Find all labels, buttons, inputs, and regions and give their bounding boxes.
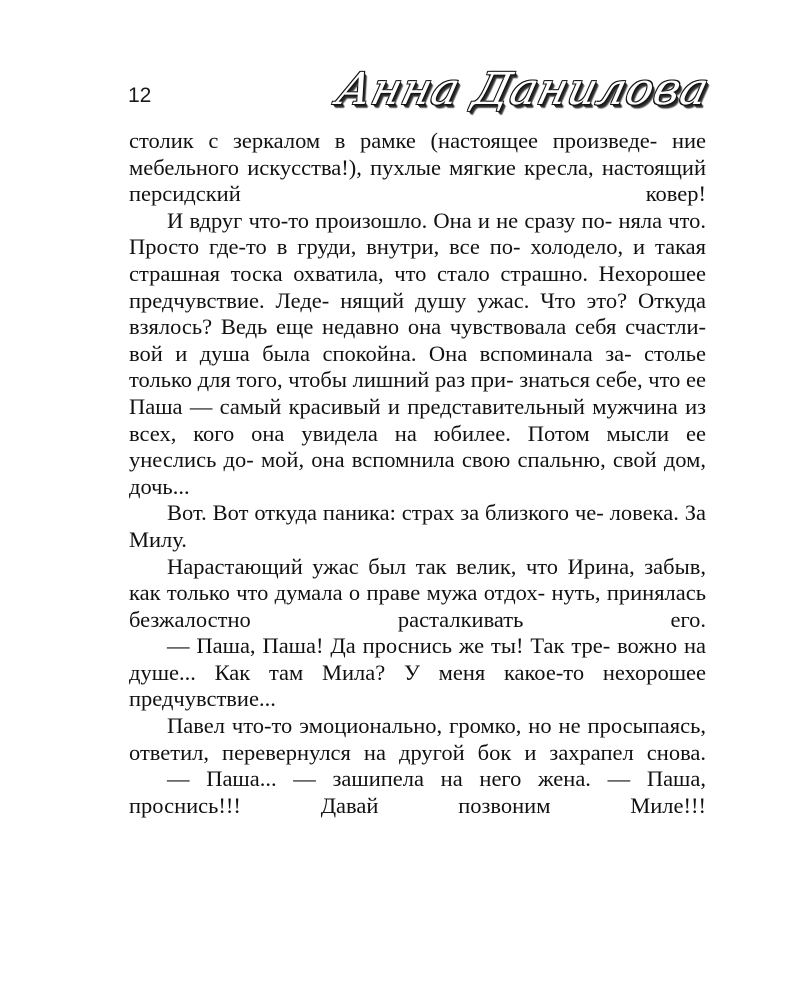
text-line: просыпаясь, ответил, перевернулся на другой бок — [129, 713, 706, 765]
paragraph — [129, 128, 706, 208]
text-line: ние мебельного искусства!), пухлые мягкие кресла, — [129, 128, 707, 180]
text-line: и захрапел снова. — [524, 739, 707, 765]
text-line: нящий душу ужас. Что это? Откуда взялось? — [129, 287, 707, 340]
text-line: стало страшно. Нехорошее предчувствие. Леде- — [129, 260, 706, 313]
text-line: забыв, как только что думала о праве мужа отдох- — [129, 553, 706, 606]
text-line: — Паша... — зашипела на него жена. — Паша, — [167, 766, 706, 792]
text-line: И вдруг что-то произошло. Она и не сразу по- — [167, 207, 613, 233]
text-line: Нарастающий ужас был так велик, что Ирина, — [167, 553, 635, 579]
text-line: Вот. Вот откуда паника: страх за близкого че- — [167, 500, 604, 526]
text-line: столик с зеркалом в рамке (настоящее произведе- — [129, 128, 658, 153]
body-text — [129, 128, 706, 819]
running-head-author: Анна Данилова — [331, 64, 715, 115]
text-line: вожно на душе... Как там Мила? У меня какое-то — [129, 633, 706, 685]
paragraph — [129, 713, 706, 766]
text-line: нехорошее предчувствие... — [129, 659, 707, 712]
text-line: столье только для того, чтобы лишний раз при- — [129, 340, 706, 393]
paragraph — [129, 554, 706, 634]
text-line: няла что. Просто где-то в груди, внутри, все по- — [129, 207, 707, 260]
text-line: Ведь еще недавно она чувствовала себя счастли- — [220, 314, 706, 340]
text-line: знаться себе, что ее Паша — самый красивый и — [129, 367, 706, 419]
text-line: вой и душа была спокойна. Она вспоминала за- — [129, 340, 632, 366]
text-line: настоящий персидский ковер! — [129, 154, 707, 207]
page-number: 12 — [128, 84, 152, 107]
paragraph — [129, 500, 706, 553]
text-line: проснись!!! Давай позвоним Миле!!! — [129, 792, 706, 818]
text-line: мой, она вспомнила свою спальню, свой дом, — [260, 447, 706, 473]
text-line: дочь... — [129, 473, 190, 499]
text-line: холодело, и такая страшная тоска охватила, что — [129, 234, 706, 286]
text-line: нуть, принялась безжалостно расталкивать его. — [129, 580, 707, 632]
text-line: увидела на юбилее. Потом мысли ее унеслись до- — [129, 420, 706, 473]
paragraph — [129, 766, 706, 819]
text-line: — Паша, Паша! Да проснись же ты! Так тре- — [167, 633, 611, 659]
paragraph — [129, 633, 706, 713]
paragraph — [129, 208, 706, 501]
text-line: представительный мужчина из всех, кого она — [129, 393, 707, 446]
text-line: ловека. За Милу. — [129, 500, 706, 552]
text-line: Павел что-то эмоционально, громко, но не — [167, 713, 581, 739]
